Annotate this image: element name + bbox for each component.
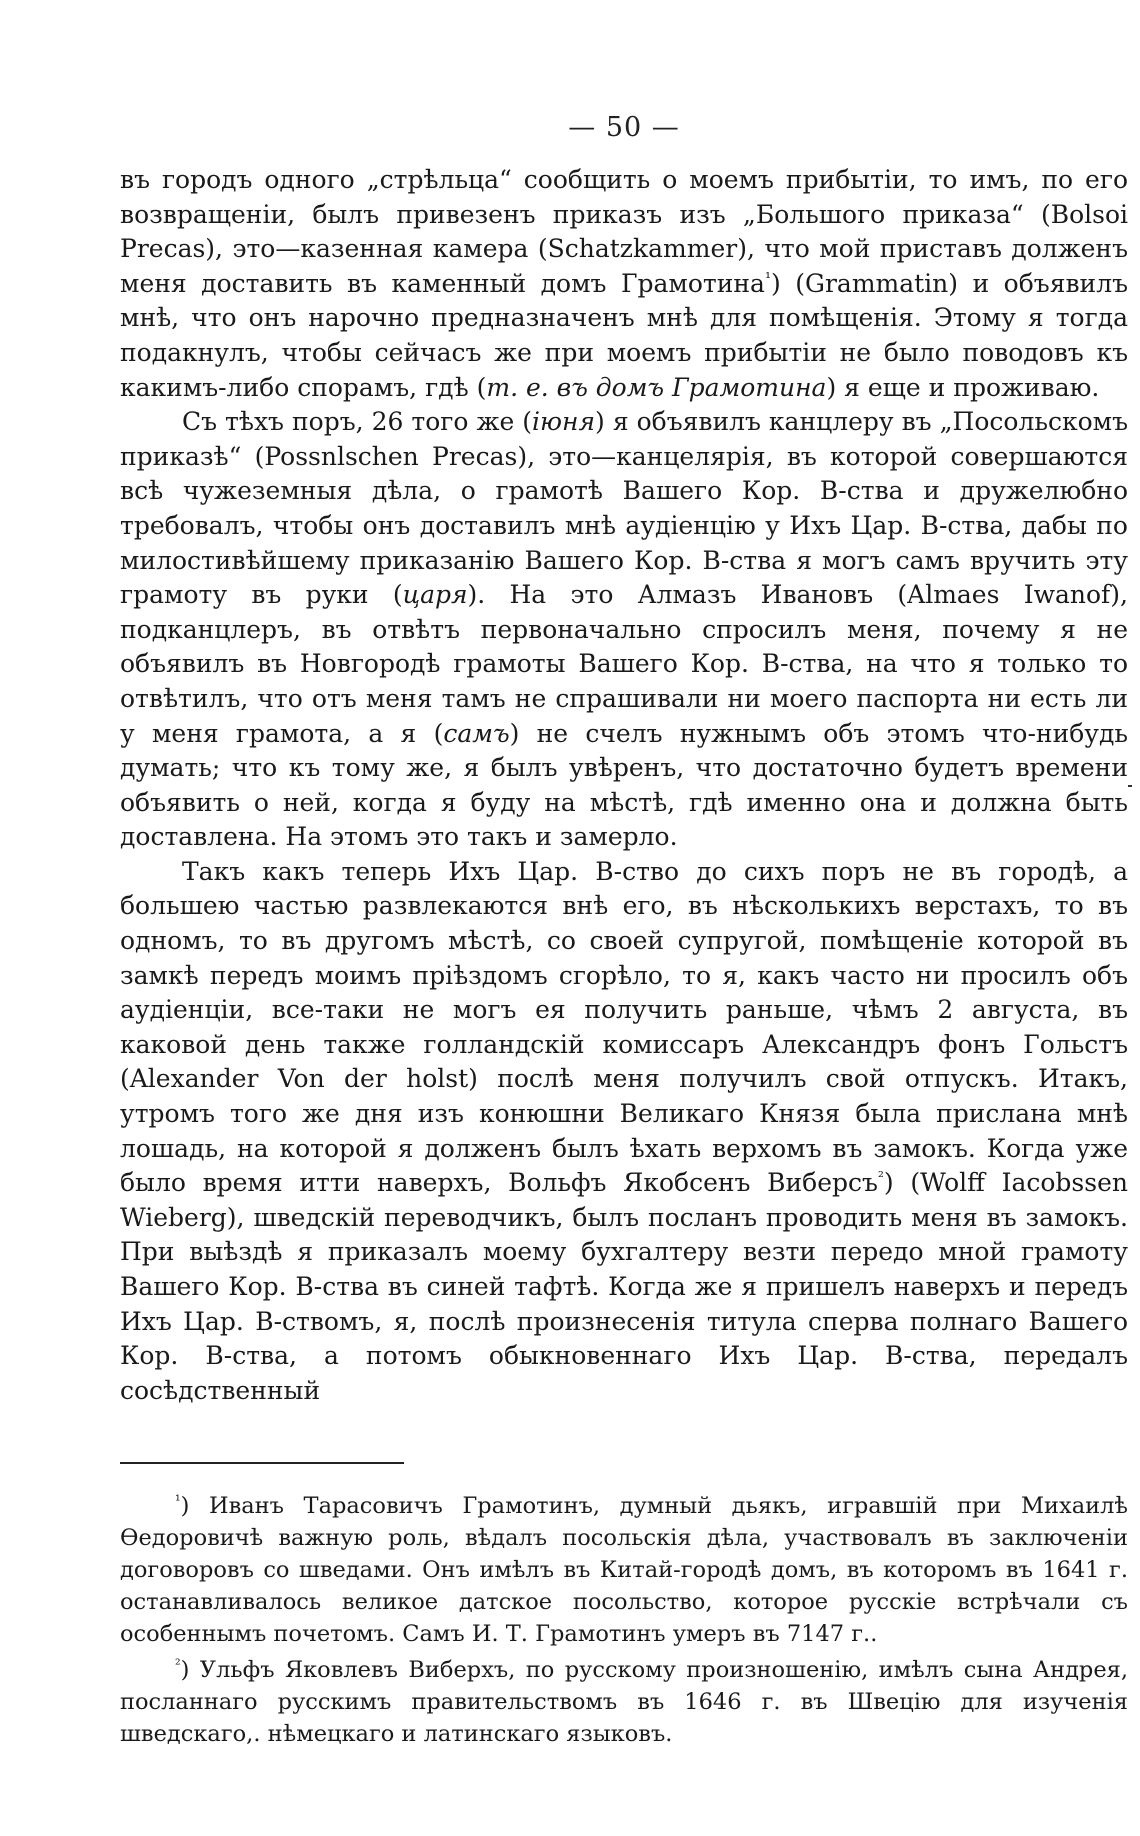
- paragraph-text: ) я еще и проживаю.: [826, 372, 1100, 402]
- main-text: [120, 163, 1128, 1408]
- italic-text: царя: [402, 580, 468, 610]
- footnote-marker: ²: [175, 1657, 181, 1674]
- footnote: [120, 1490, 1128, 1650]
- italic-text: самъ: [443, 718, 510, 748]
- paragraph-text: Такъ какъ теперь Ихъ Цар. В-ство до сихъ поръ не въ городѣ, а большею частью развлекаются внѣ его, въ нѣсколькихъ верстахъ, то въ одномъ, то въ другомъ мѣстѣ, со своей супругой, помѣщеніе которой въ замкѣ передъ моимъ пріѣздомъ сгорѣло, то я, какъ часто ни просилъ объ аудіенціи, все-таки не могъ ея получить раньше, чѣмъ 2 августа, въ каковой день также голландскій комиссаръ Александръ фонъ Гольстъ (Alexander Von der holst) послѣ меня получилъ свой отпускъ. Итакъ, утромъ того же дня изъ конюшни Великаго Князя была прислана мнѣ лошадь, на которой я долженъ былъ ѣхать верхомъ въ замокъ. Когда уже было время итти наверхъ, Вольфъ Якобсенъ Виберсъ: [120, 856, 1128, 1198]
- footnote-divider: [120, 1462, 404, 1464]
- footnote: [120, 1654, 1128, 1750]
- paragraph-text: ). На это Алмазъ Ивановъ (Almaes Iwanof), подканцлеръ, въ отвѣтъ первоначально спросилъ меня, почему я не объявилъ въ Новгородѣ грамоты Вашего Кор. В-ства, на что я только то отвѣтилъ, что отъ меня тамъ не спрашивали ни моего паспорта ни есть ли у меня грамота, а я (: [120, 580, 1128, 748]
- paragraph-text: Съ тѣхъ поръ, 26 того же (: [182, 407, 533, 437]
- paragraph: [120, 405, 1128, 855]
- paragraph-text: ) (Grammatin) и объявилъ мнѣ, что онъ нарочно предназначенъ мнѣ для помѣщенія. Этому я тогда подакнулъ, чтобы сейчасъ же при моемъ прибытіи не было поводовъ къ какимъ-либо спорамъ, гдѣ (: [120, 268, 1128, 402]
- paragraph-text: ) не счелъ нужнымъ объ этомъ что-нибудь думать; что къ тому же, я былъ увѣренъ, что достаточно будетъ времени объявить о ней, когда я буду на мѣстѣ, гдѣ именно она и должна быть доставлена. На этомъ это такъ и замерло.: [120, 718, 1129, 852]
- paragraph-text: ) (Wolff Iacobssen Wieberg), шведскій переводчикъ, былъ посланъ проводить меня въ замокъ. При выѣздѣ я приказалъ моему бухгалтеру везти передо мной грамоту Вашего Кор. В-ства въ синей тафтѣ. Когда же я пришелъ наверхъ и передъ Ихъ Цар. В-ствомъ, я, послѣ произнесенія титула сперва полнаго Вашего Кор. В-ства, а потомъ обыкновеннаго Ихъ Цар. В-ства, передалъ сосѣдственный: [120, 1168, 1128, 1405]
- footnote-text: ) Ульфъ Яковлевъ Виберхъ, по русскому произношенію, имѣлъ сына Андрея, посланнаго русскимъ правительствомъ въ 1646 г. въ Швецію для изученія шведскаго,. нѣмецкаго и латинскаго языковъ.: [120, 1657, 1128, 1748]
- italic-text: т. е. въ домъ Грамотина: [486, 372, 827, 402]
- footnotes: [120, 1490, 1128, 1750]
- page-number: — 50 —: [568, 112, 680, 143]
- paragraph: [120, 855, 1128, 1409]
- paragraph: [120, 163, 1128, 405]
- paragraph-text: ) я объявилъ канцлеру въ „Посольскомъ приказѣ“ (Possnlschen Precas), это—канцелярія, въ которой совершаются всѣ чужеземныя дѣла, о грамотѣ Вашего Кор. В-ства и дружелюбно требовалъ, чтобы онъ доставилъ мнѣ аудіенцію у Ихъ Цар. В-ства, дабы по милостивѣйшему приказанію Вашего Кор. В-ства я могъ самъ вручить эту грамоту въ руки (: [120, 407, 1128, 610]
- footnote-ref: ²: [877, 1168, 884, 1187]
- document-page: [120, 112, 1128, 1754]
- italic-text: іюня: [532, 407, 596, 437]
- paragraph-text: въ городъ одного „стрѣльца“ сообщить о моемъ прибытіи, то имъ, по его возвращеніи, былъ привезенъ приказъ изъ „Большого приказа“ (Bolsoi Precas), это—казенная камера (Schatzkammer), что мой приставъ долженъ меня доставить въ каменный домъ Грамотина: [120, 165, 1128, 298]
- footnote-text: ) Иванъ Тарасовичъ Грамотинъ, думный дьякъ, игравшій при Михаилѣ Ѳедоровичѣ важную роль, вѣдалъ посольскія дѣла, участвовалъ въ заключеніи договоровъ со шведами. Онъ имѣлъ въ Китай-городѣ домъ, въ которомъ въ 1641 г. останавливалось великое датское посольство, которое русскіе встрѣчали съ особеннымъ почетомъ. Самъ И. Т. Грамотинъ умеръ въ 7147 г..: [120, 1493, 1128, 1648]
- footnote-marker: ¹: [175, 1493, 181, 1510]
- margin-mark: [1128, 785, 1132, 787]
- footnote-ref: ¹: [764, 268, 771, 287]
